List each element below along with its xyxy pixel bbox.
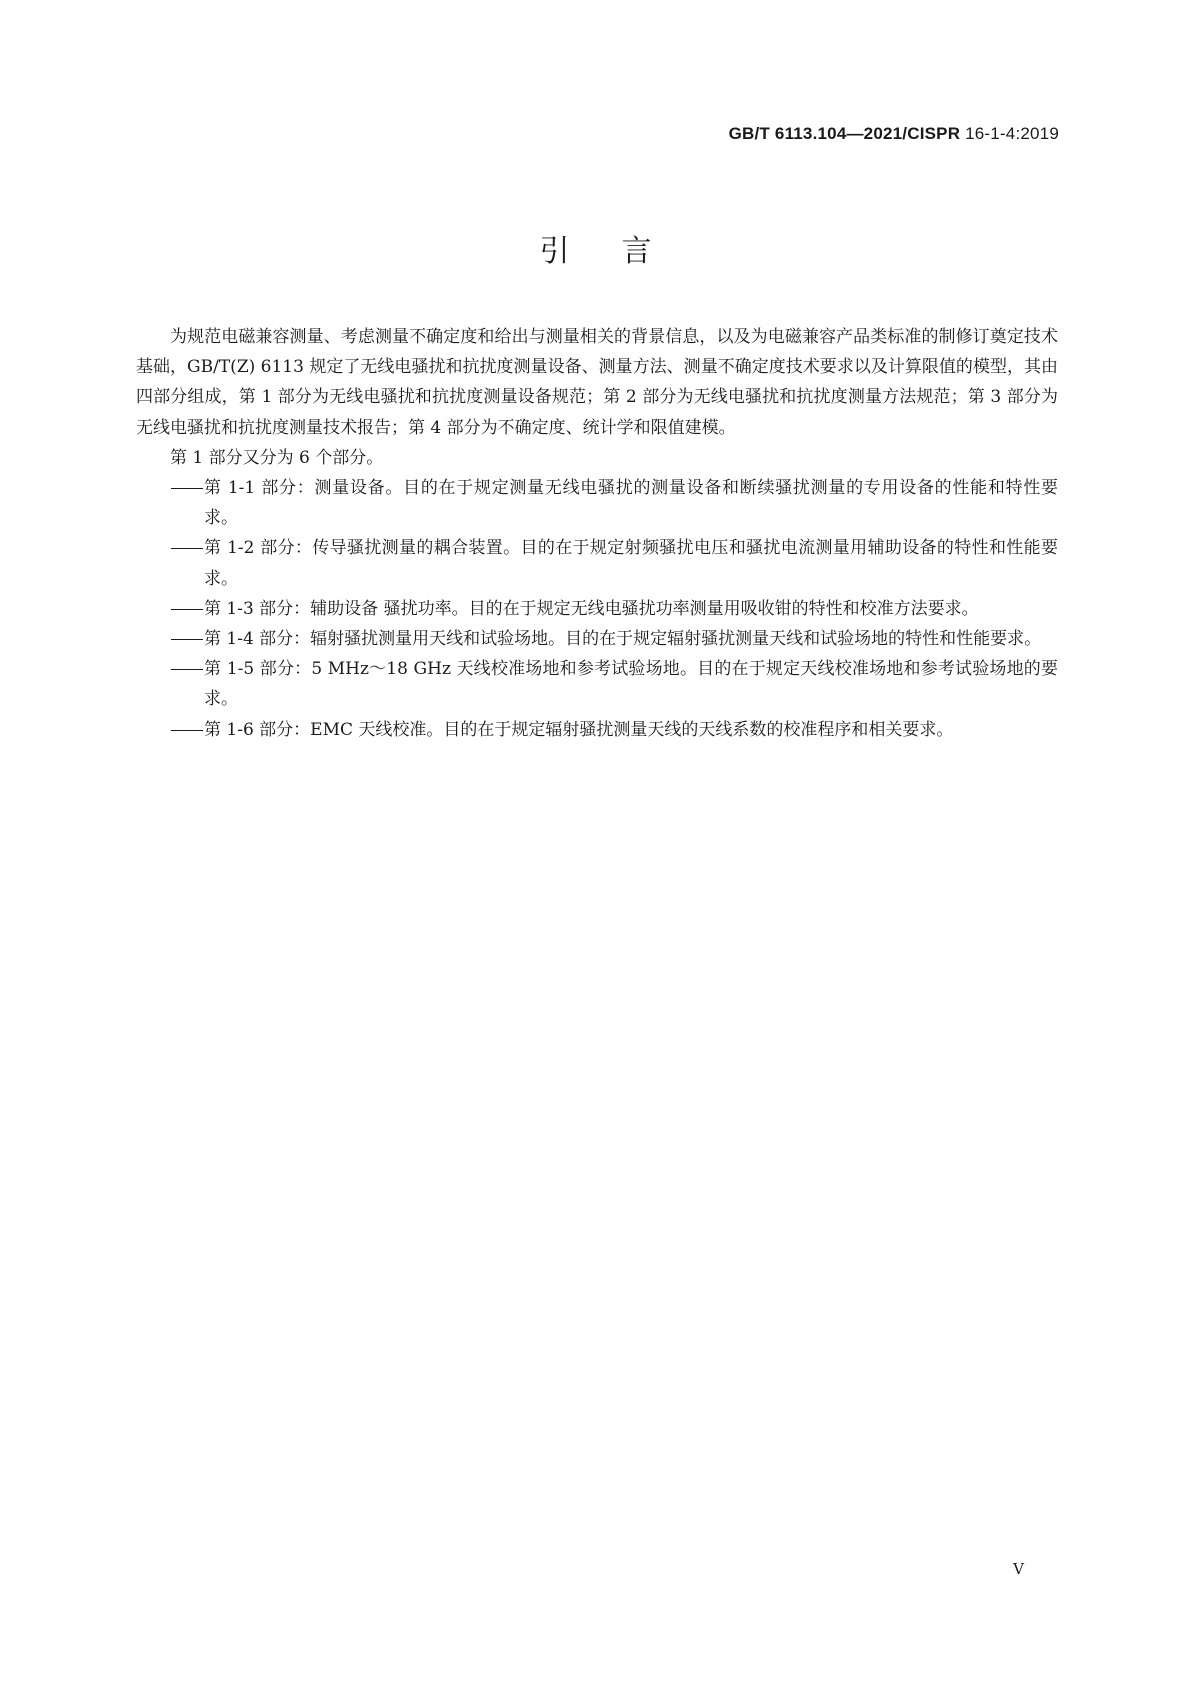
- list-item-text: 第 1-6 部分：EMC 天线校准。目的在于规定辐射骚扰测量天线的天线系数的校准程序和相关要求。: [204, 719, 954, 740]
- list-item-text: 第 1-4 部分：辐射骚扰测量用天线和试验场地。目的在于规定辐射骚扰测量天线和试验场地的特性和性能要求。: [204, 629, 1042, 650]
- standard-number-bold: GB/T 6113.104—2021/CISPR: [728, 124, 961, 143]
- list-item: [136, 624, 1058, 654]
- body-content: [136, 322, 1058, 745]
- section-title: 引言: [539, 234, 704, 269]
- standard-number-regular: 16-1-4:2019: [960, 124, 1059, 143]
- standard-number-header: [729, 124, 1059, 144]
- list-item: [136, 715, 1058, 745]
- list-item-text: 第 1-1 部分：测量设备。目的在于规定测量无线电骚扰的测量设备和断续骚扰测量的专用设备的性能和特性要求。: [204, 478, 1058, 529]
- page-number: V: [1013, 1560, 1024, 1578]
- list-item: [136, 654, 1058, 714]
- list-item: [136, 594, 1058, 624]
- list-item: [136, 473, 1058, 533]
- list-item-text: 第 1-5 部分：5 MHz～18 GHz 天线校准场地和参考试验场地。目的在于规定天线校准场地和参考试验场地的要求。: [204, 659, 1058, 710]
- parts-list: [136, 473, 1058, 745]
- list-item-text: 第 1-2 部分：传导骚扰测量的耦合装置。目的在于规定射频骚扰电压和骚扰电流测量用辅助设备的特性和性能要求。: [204, 538, 1058, 589]
- list-item-text: 第 1-3 部分：辅助设备 骚扰功率。目的在于规定无线电骚扰功率测量用吸收钳的特性和校准方法要求。: [204, 598, 979, 619]
- list-item: [136, 533, 1058, 593]
- parts-summary-paragraph: 第 1 部分又分为 6 个部分。: [170, 447, 384, 468]
- intro-paragraph: 为规范电磁兼容测量、考虑测量不确定度和给出与测量相关的背景信息，以及为电磁兼容产品类标准的制修订奠定技术基础，GB/T(Z) 6113 规定了无线电骚扰和抗扰度测量设备、测量方法、测量不确定度技术要求以及计算限值的模型，其由四部分组成，第 1 部分为无线电骚扰和抗扰度测量设备规范；第 2 部分为无线电骚扰和抗扰度测量方法规范；第 3 部分为无线电骚扰和抗扰度测量技术报告；第 4 部分为不确定度、统计学和限值建模。: [136, 327, 1058, 438]
